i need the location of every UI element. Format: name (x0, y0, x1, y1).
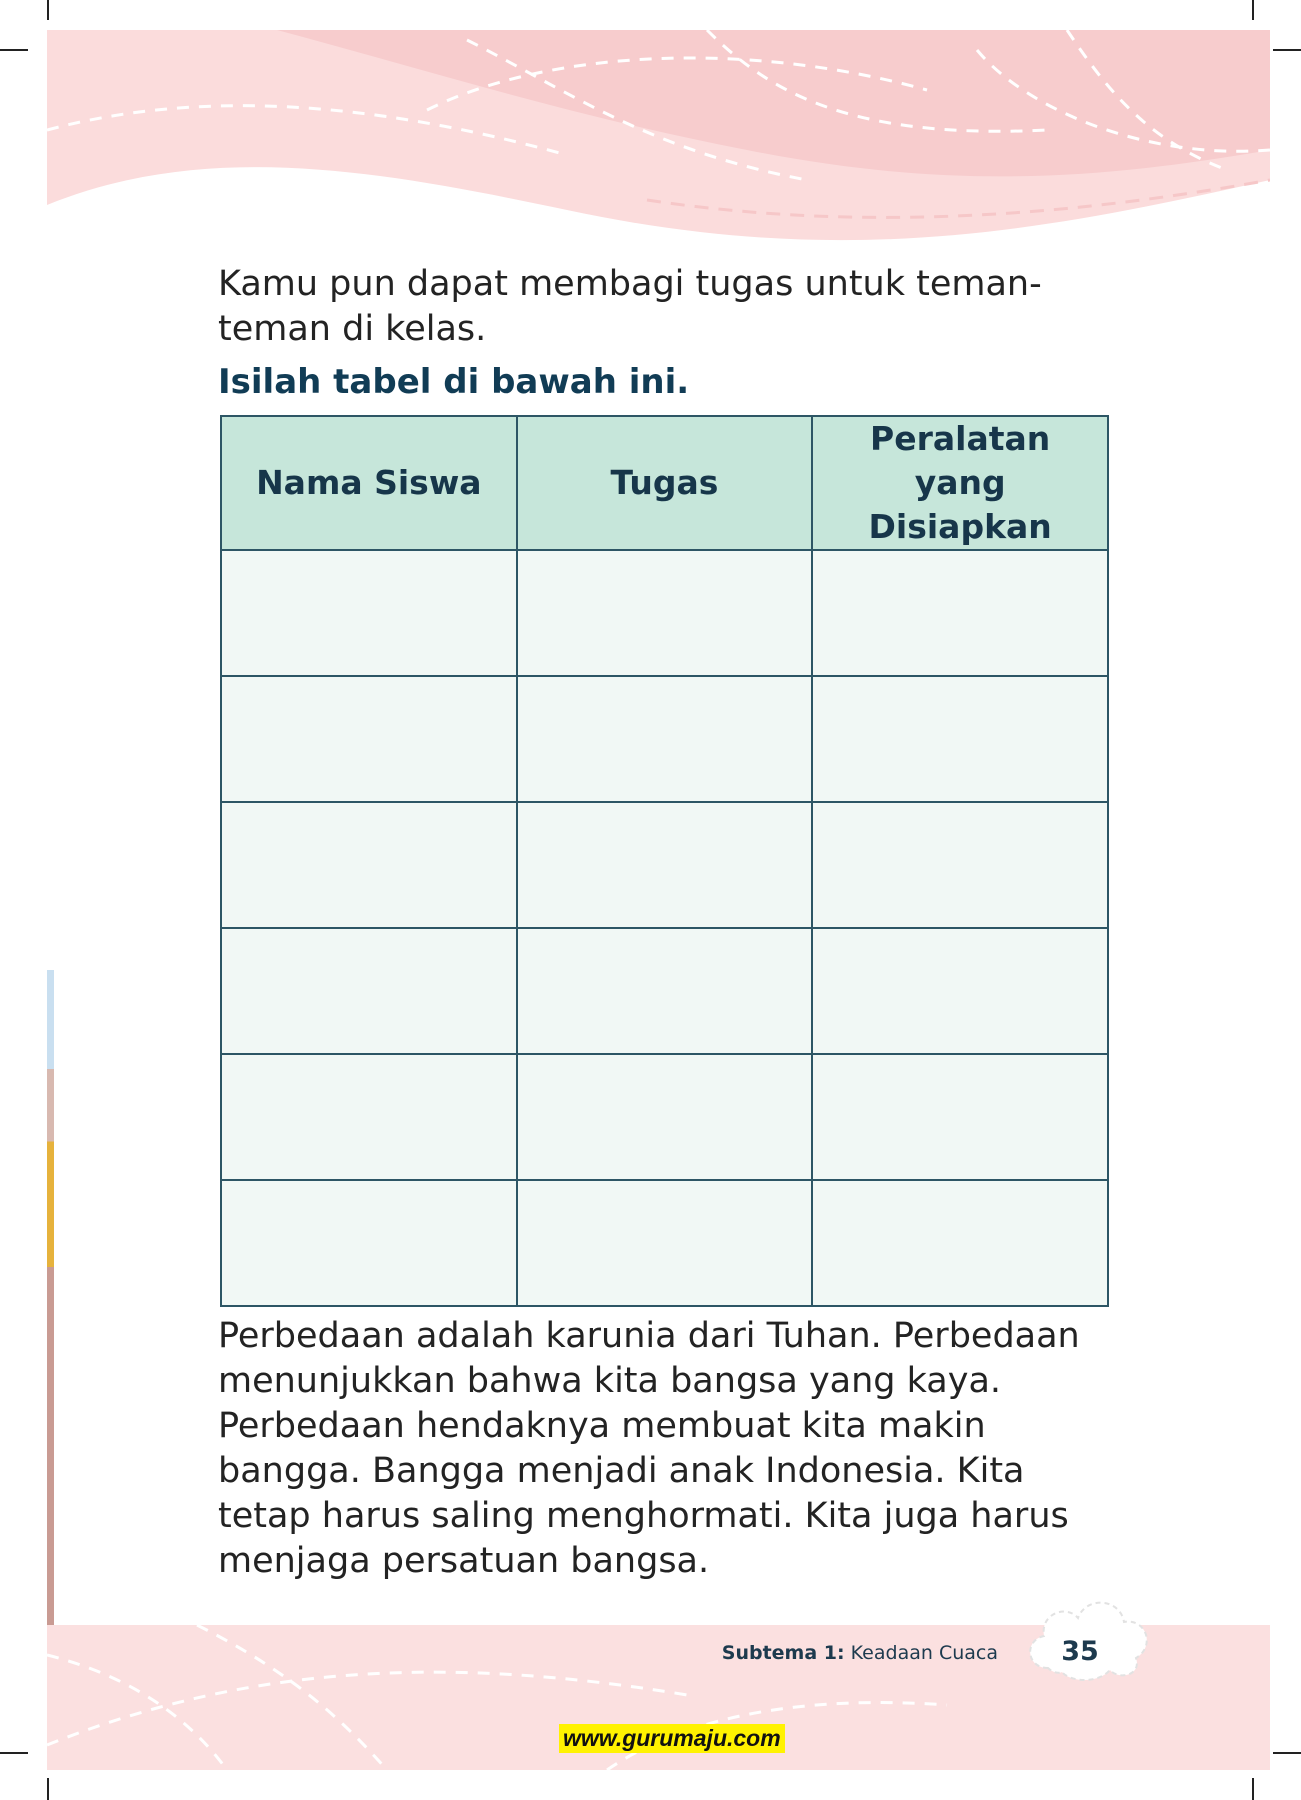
header-decoration (47, 30, 1270, 245)
table-cell[interactable] (517, 1180, 813, 1306)
table-row (221, 928, 1108, 1054)
table-cell[interactable] (517, 550, 813, 676)
table-cell[interactable] (517, 676, 813, 802)
table-header-row (221, 416, 1108, 550)
table-cell[interactable] (221, 550, 517, 676)
table-cell[interactable] (812, 1054, 1108, 1180)
table-cell[interactable] (812, 802, 1108, 928)
table-row (221, 1180, 1108, 1306)
table-cell[interactable] (812, 928, 1108, 1054)
table-cell[interactable] (221, 802, 517, 928)
table-row (221, 550, 1108, 676)
table-cell[interactable] (517, 1054, 813, 1180)
table-row (221, 1054, 1108, 1180)
table-cell[interactable] (517, 928, 813, 1054)
table-cell[interactable] (812, 676, 1108, 802)
header-peralatan: Peralatan yang Disiapkan (812, 416, 1108, 550)
watermark-link[interactable]: www.gurumaju.com (559, 1724, 785, 1753)
closing-paragraph: Perbedaan adalah karunia dari Tuhan. Perbedaan menunjukkan bahwa kita bangsa yang kaya. Perbedaan hendaknya membuat kita makin bangga. Bangga menjadi anak Indonesia. Kita tetap harus saling menghormati. Kita juga harus menjaga persatuan bangsa. (218, 1316, 1080, 1581)
subtheme-label: Subtema 1: (721, 1642, 845, 1664)
table-cell[interactable] (221, 1180, 517, 1306)
table-row (221, 676, 1108, 802)
page-number: 35 (1061, 1636, 1099, 1667)
intro-paragraph: Kamu pun dapat membagi tugas untuk teman-teman di kelas. (218, 264, 1042, 349)
instruction-heading: Isilah tabel di bawah ini. (218, 362, 690, 402)
table-cell[interactable] (221, 928, 517, 1054)
subtheme-title: Keadaan Cuaca (850, 1642, 998, 1664)
adjacent-page-edge (47, 970, 54, 1630)
header-tugas: Tugas (517, 416, 813, 550)
header-nama-siswa: Nama Siswa (221, 416, 517, 550)
table-row (221, 802, 1108, 928)
table-cell[interactable] (812, 1180, 1108, 1306)
table-cell[interactable] (812, 550, 1108, 676)
table-cell[interactable] (517, 802, 813, 928)
table-cell[interactable] (221, 1054, 517, 1180)
table-cell[interactable] (221, 676, 517, 802)
footer-subtheme (722, 1642, 998, 1664)
task-table (220, 415, 1109, 1307)
